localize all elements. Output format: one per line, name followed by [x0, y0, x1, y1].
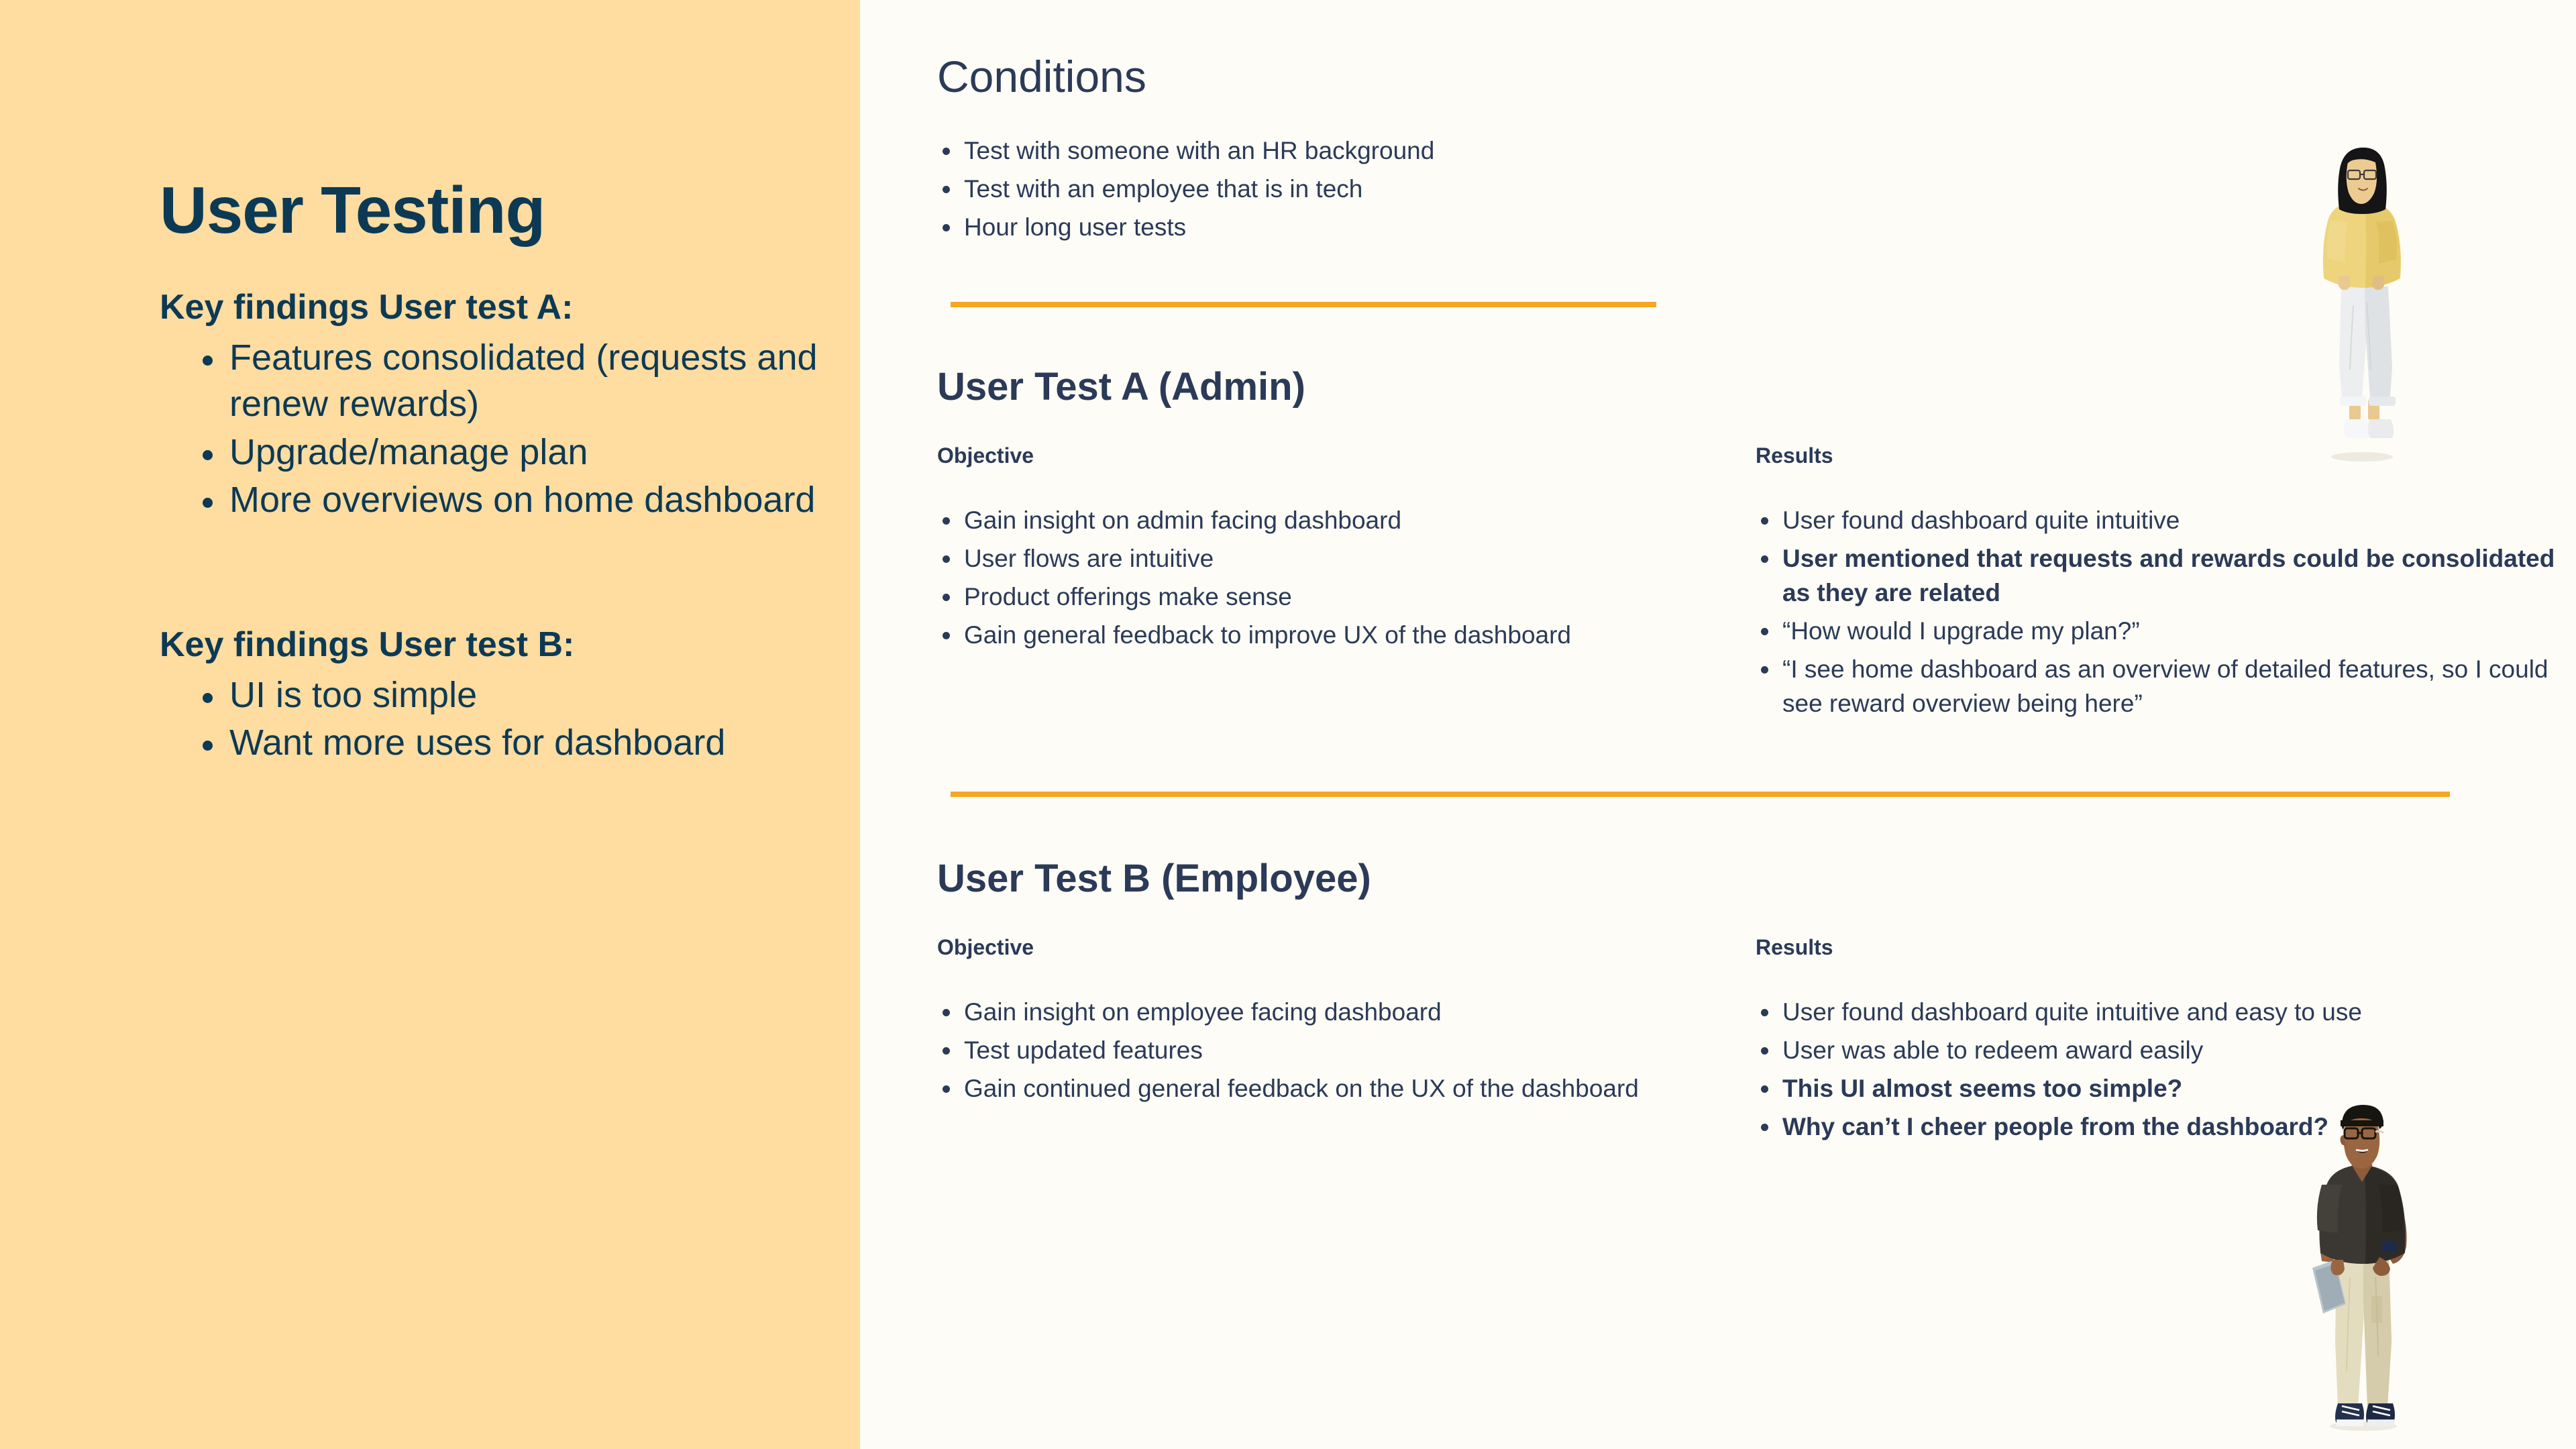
- list-item: Gain general feedback to improve UX of the dashboard: [937, 618, 1756, 652]
- page-title: User Testing: [160, 173, 545, 247]
- user-test-a-objective-list: [937, 503, 1756, 652]
- user-test-b-objective-list: [937, 995, 1756, 1106]
- user-test-a-results-list: [1756, 503, 2567, 720]
- user-test-a-columns: [937, 443, 2567, 724]
- list-item: UI is too simple: [160, 672, 837, 718]
- list-item: “I see home dashboard as an overview of detailed features, so I could see reward overview being here”: [1756, 652, 2567, 720]
- list-item: Gain insight on employee facing dashboard: [937, 995, 1756, 1029]
- list-item: Gain continued general feedback on the UX of the dashboard: [937, 1071, 1756, 1106]
- user-test-b-title: User Test B (Employee): [937, 857, 1371, 900]
- list-item: User flows are intuitive: [937, 541, 1756, 576]
- woman-yellow-top-illustration: [2274, 144, 2449, 466]
- man-dark-shirt-laptop-illustration: [2271, 1100, 2452, 1436]
- list-item: Test with an employee that is in tech: [937, 172, 1695, 206]
- user-test-a-title: User Test A (Admin): [937, 365, 1305, 409]
- results-label: Results: [1756, 443, 1833, 468]
- list-item: User found dashboard quite intuitive and easy to use: [1756, 995, 2567, 1029]
- key-findings-a-list: [160, 335, 837, 523]
- objective-label: Objective: [937, 934, 1034, 959]
- list-item: User was able to redeem award easily: [1756, 1033, 2567, 1067]
- list-item: This UI almost seems too simple?: [1756, 1071, 2567, 1106]
- list-item: Test with someone with an HR background: [937, 133, 1695, 168]
- results-label: Results: [1756, 934, 1833, 959]
- sidebar: [0, 0, 860, 1449]
- user-test-b-objective-column: [937, 935, 1756, 1148]
- list-item: User found dashboard quite intuitive: [1756, 503, 2567, 537]
- list-item: User mentioned that requests and rewards could be consolidated as they are related: [1756, 541, 2567, 610]
- key-findings-a-block: [160, 286, 837, 523]
- user-test-a-objective-column: [937, 443, 1756, 724]
- key-findings-b-heading: Key findings User test B:: [160, 625, 575, 664]
- list-item: Hour long user tests: [937, 210, 1695, 244]
- list-item: More overviews on home dashboard: [160, 477, 837, 523]
- conditions-list: [937, 133, 1695, 244]
- list-item: Why can’t I cheer people from the dashboard?: [1756, 1110, 2567, 1144]
- objective-label: Objective: [937, 443, 1034, 468]
- conditions-heading: Conditions: [937, 52, 1146, 101]
- key-findings-b-block: [160, 624, 837, 767]
- key-findings-b-list: [160, 672, 837, 766]
- list-item: Upgrade/manage plan: [160, 429, 837, 476]
- list-item: Features consolidated (requests and renew rewards): [160, 335, 837, 427]
- conditions-section: [937, 52, 1695, 248]
- key-findings-a-heading: Key findings User test A:: [160, 287, 574, 327]
- list-item: Product offerings make sense: [937, 580, 1756, 614]
- list-item: Test updated features: [937, 1033, 1756, 1067]
- section-divider-1: [951, 302, 1656, 307]
- sidebar-content: [160, 173, 837, 767]
- user-test-a-results-column: [1756, 443, 2567, 724]
- section-divider-2: [951, 792, 2450, 797]
- list-item: Gain insight on admin facing dashboard: [937, 503, 1756, 537]
- list-item: “How would I upgrade my plan?”: [1756, 614, 2567, 648]
- list-item: Want more uses for dashboard: [160, 720, 837, 766]
